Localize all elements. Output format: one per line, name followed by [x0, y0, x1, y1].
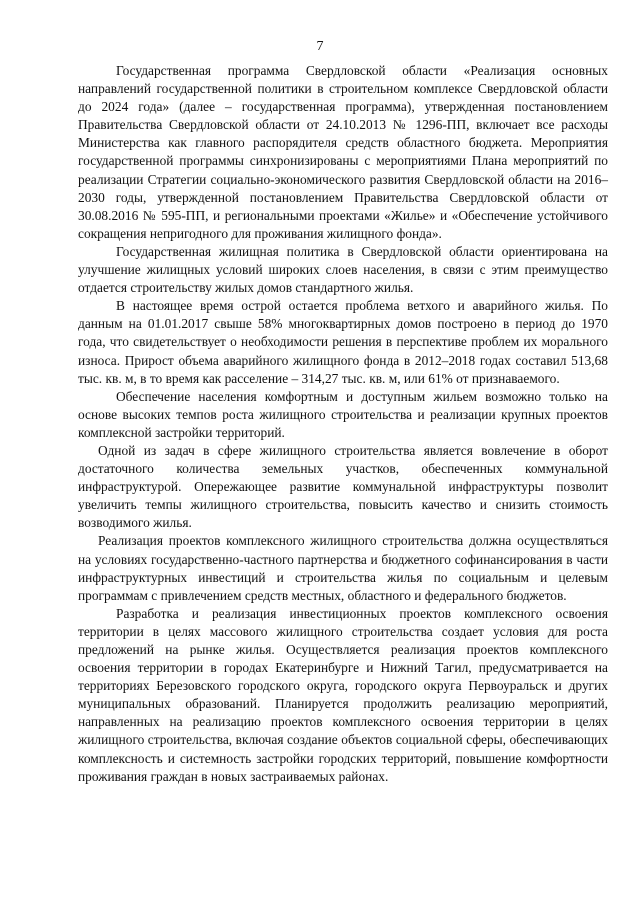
paragraph-affordable-housing: Обеспечение населения комфортным и доступным жильем возможно только на основе высоких темпов роста жилищного строительства и реализации крупных проектов комплексной застройки территорий. [78, 388, 608, 440]
paragraph-dilapidated-housing: В настоящее время острой остается проблема ветхого и аварийного жилья. По данным на 01.01.2017 свыше 58% многоквартирных домов построено в период до 1970 года, что свидетельствует о необходимости решения в перспективе проблем их морального износа. Прирост объема аварийного жилищного фонда в 2012–2018 годах составил 513,68 тыс. кв. м, в то время как расселение – 314,27 тыс. кв. м, или 61% от признаваемого. [78, 298, 608, 386]
page-number: 7 [316, 39, 324, 54]
document-body [78, 62, 608, 786]
paragraph-housing-policy: Государственная жилищная политика в Свердловской области ориентирована на улучшение жилищных условий широких слоев населения, в связи с этим преимущество отдается строительству жилых домов стандартного жилья. [78, 243, 608, 296]
paragraph-land-plots: Одной из задач в сфере жилищного строительства является вовлечение в оборот достаточного количества земельных участков, обеспеченных коммунальной инфраструктурой. Опережающее развитие коммунальной инфраструктуры позволит увеличить темпы жилищного строительства, повысить качество и снизить стоимость возводимого жилья. [78, 442, 608, 531]
paragraph-state-program: Государственная программа Свердловской области «Реализация основных направлений государственной политики в строительном комплексе Свердловской области до 2024 года» (далее – государственная программа), утвержденная постановлением Правительства Свердловской области от 24.10.2013 № 1296-ПП, включает все расходы Министерства как главного распорядителя средств областного бюджета. Мероприятия государственной программы синхронизированы с мероприятиями Плана мероприятий по реализации Стратегии социально-экономического развития Свердловской области на 2016–2030 годы, утвержденной постановлением Правительства Свердловской области от 30.08.2016 № 595-ПП, и региональными проектами «Жилье» и «Обеспечение устойчивого сокращения непригодного для проживания жилищного фонда». [78, 63, 608, 241]
paragraph-integrated-development: Разработка и реализация инвестиционных проектов комплексного освоения территории в целях массового жилищного строительства создает условия для роста предложений на рынке жилья. Осуществляется реализация проектов комплексного освоения территории в городах Екатеринбурге и Нижний Тагил, предусматривается на территориях Березовского городского округа, городского округа Первоуральск и других муниципальных образований. Планируется продолжить реализацию мероприятий, направленных на реализацию проектов комплексного освоения территории в целях жилищного строительства, включая создание объектов социальной сферы, обеспечивающих комплексность и системность застройки городских территорий, повышение комфортности проживания граждан в новых застраиваемых районах. [78, 605, 608, 784]
paragraph-public-private-partnership: Реализация проектов комплексного жилищного строительства должна осуществляться на условиях государственно-частного партнерства и бюджетного софинансирования в части инфраструктурных инвестиций и строительства жилья по социальным и целевым программам с привлечением средств местных, областного и федерального бюджетов. [78, 533, 608, 603]
